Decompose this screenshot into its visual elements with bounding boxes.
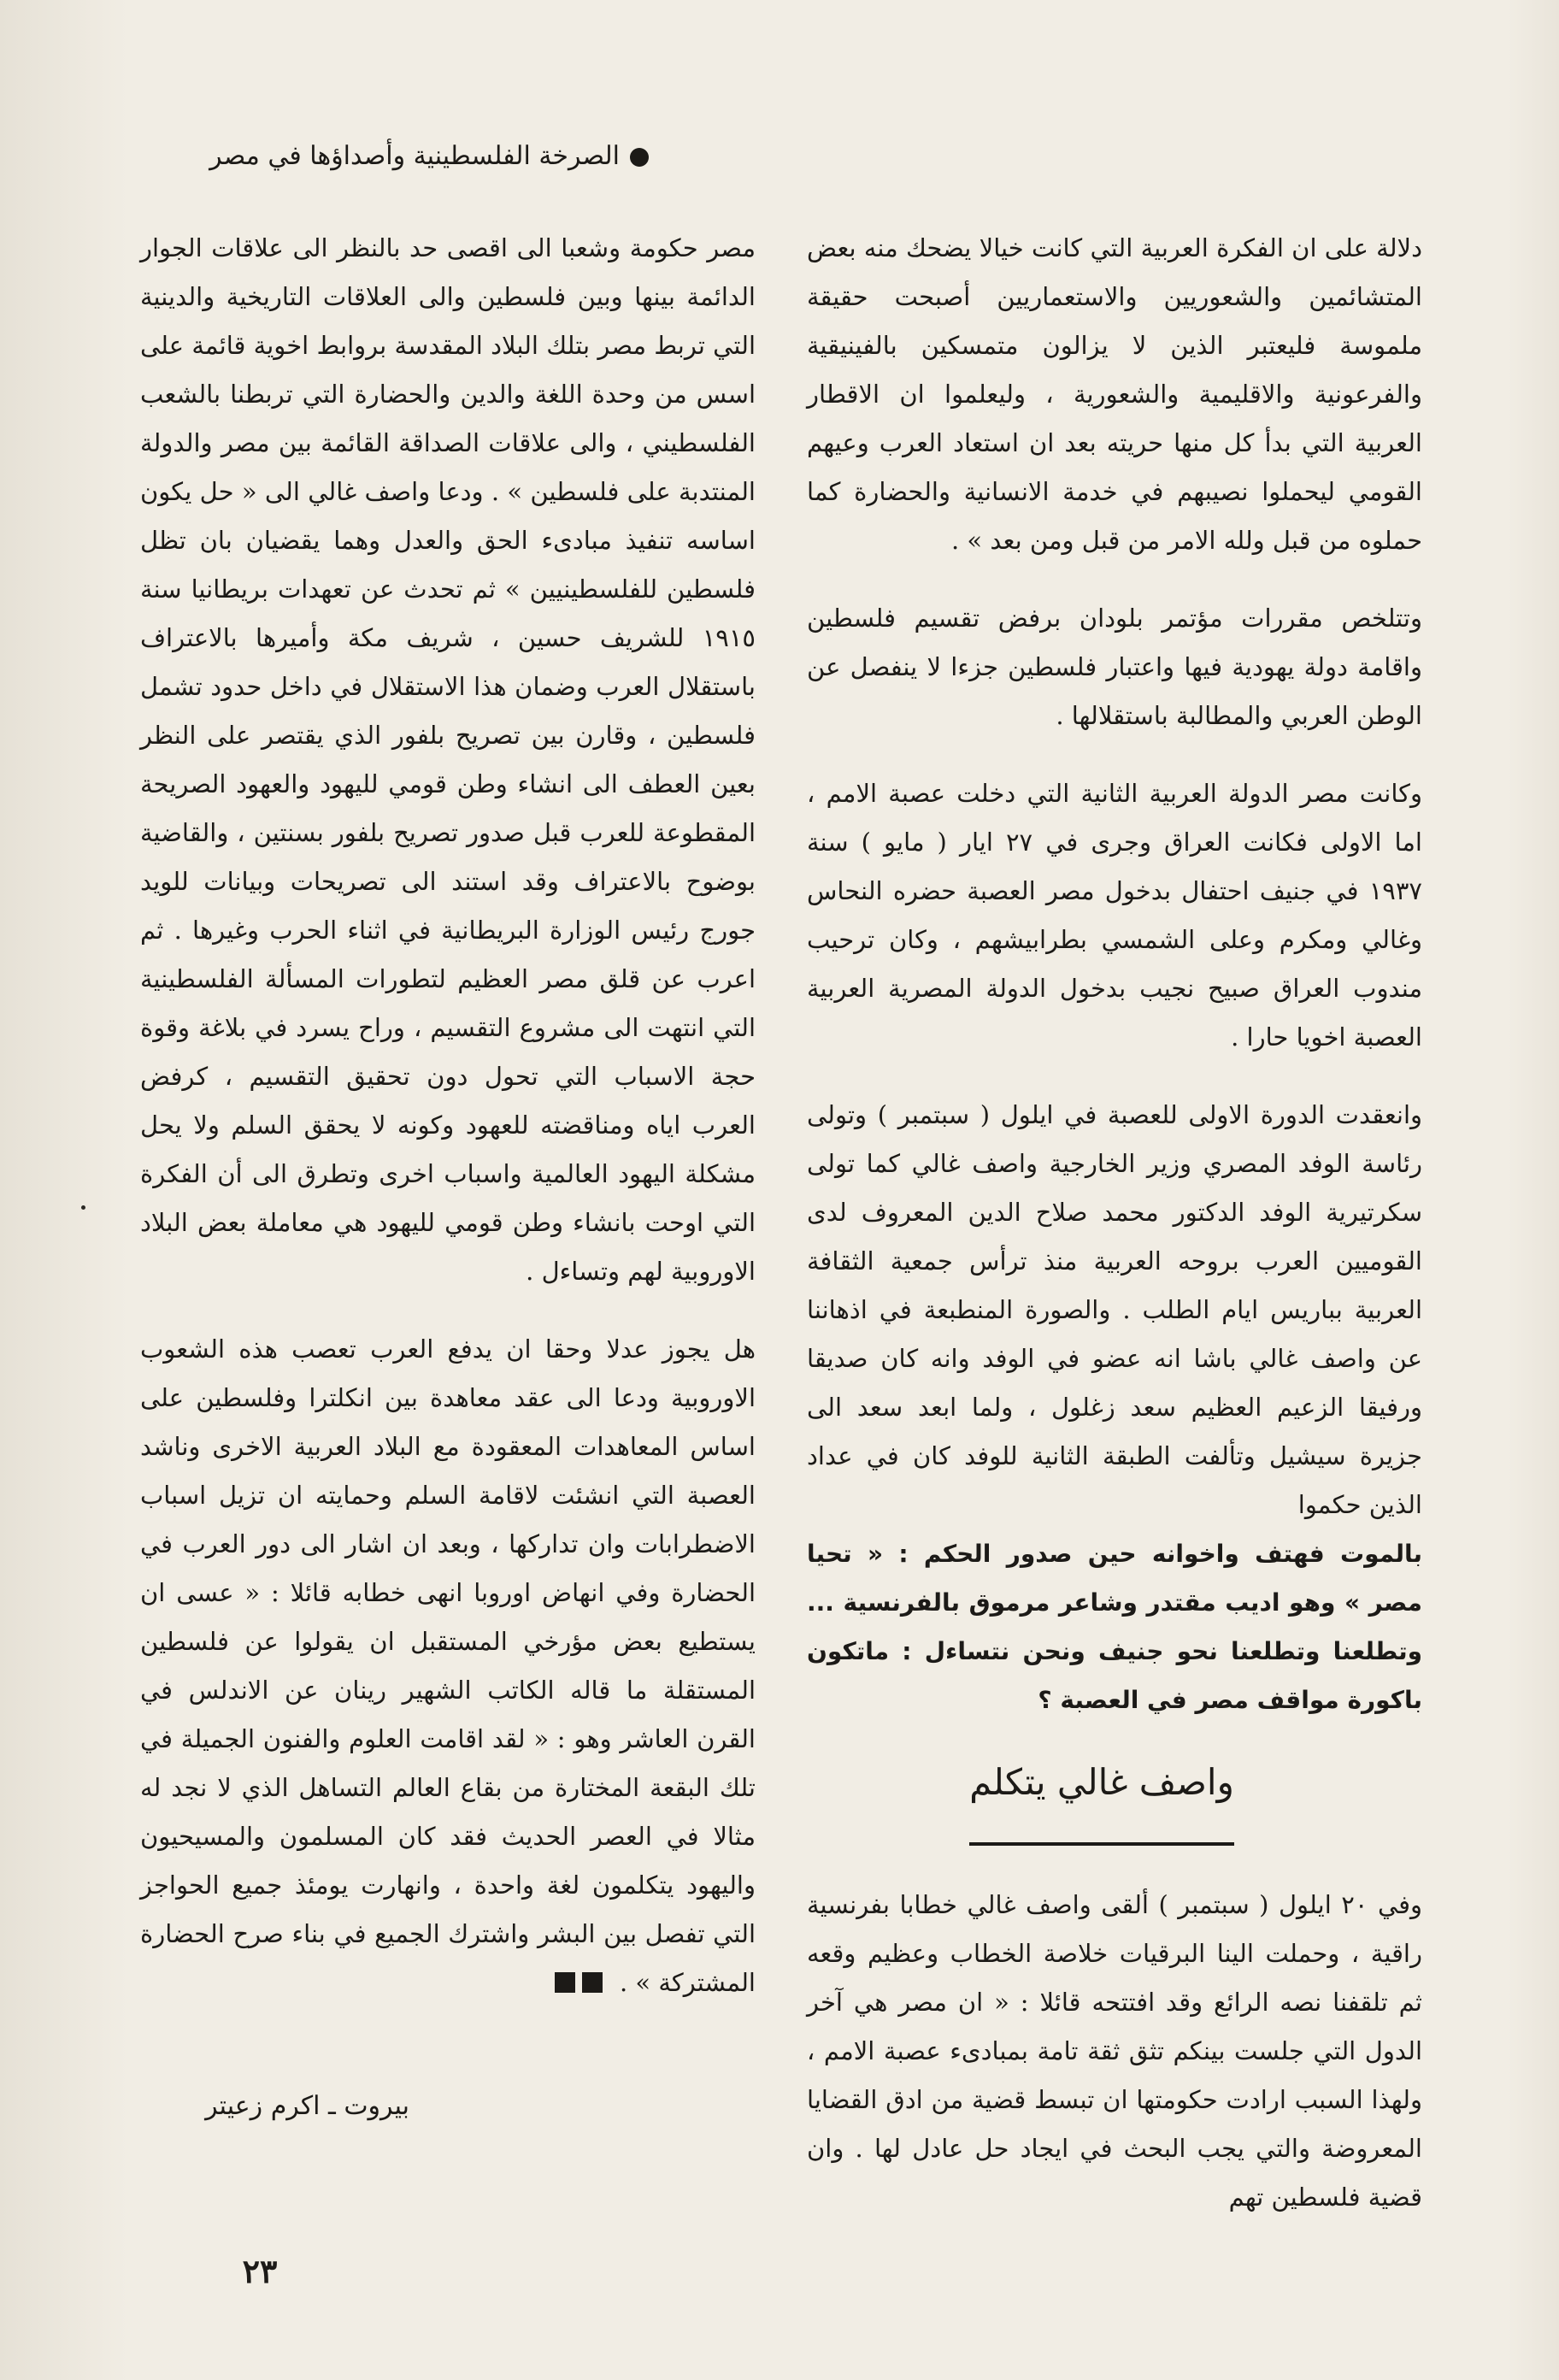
paragraph: وفي ٢٠ ايلول ( سبتمبر ) ألقى واصف غالي خطابا بفرنسية راقية ، وحملت الينا البرقيات خلاصة الخطاب وعظيم وقعه ثم تلقفنا نصه الرائع وقد افتتحه قائلا : « ان مصر هي آخر الدول التي جلست بينكم تثق ثقة تامة بمبادىء عصبة الامم ، ولهذا السبب ارادت حكومتها ان تبسط قضية من ادق القضايا المعروضة والتي يجب البحث في ايجاد حل عادل لها . وان قضية فلسطين تهم [807, 1890, 1422, 2212]
page-fold-shadow [0, 0, 128, 2380]
bullet-icon [630, 148, 649, 167]
running-title: الصرخة الفلسطينية وأصداؤها في مصر [209, 141, 620, 171]
section-title: واصف غالي يتكلم [969, 1761, 1234, 1803]
paragraph-text: هل يجوز عدلا وحقا ان يدفع العرب تعصب هذه الشعوب الاوروبية ودعا الى عقد معاهدة بين انكلترا وفلسطين على اساس المعاهدات المعقودة مع البلاد العربية الاخرى وناشد العصبة التي انشئت لاقامة السلم وحمايته ان تزيل اسباب الاضطرابات وان تداركها ، وبعد ان اشار الى دور العرب في الحضارة وفي انهاض اوروبا انهى خطابه قائلا : « عسى ان يستطيع بعض مؤرخي المستقبل ان يقولوا عن فلسطين المستقلة ما قاله الكاتب الشهير رينان عن الاندلس في القرن العاشر وهو : « لقد اقامت العلوم والفنون الجميلة في تلك البقعة المختارة من بقاع العالم التساهل الذي لا نجد له مثالا في العصر الحديث فقد كان المسلمون والمسيحيون واليهود يتكلمون لغة واحدة ، وانهارت يومئذ جميع الحواجز التي تفصل بين البشر واشترك الجميع في بناء صرح الحضارة المشتركة » . [140, 1334, 756, 1997]
title-underline [969, 1842, 1234, 1846]
paragraph: وكانت مصر الدولة العربية الثانية التي دخلت عصبة الامم ، اما الاولى فكانت العراق وجرى في ٢٧ ايار ( مايو ) سنة ١٩٣٧ في جنيف احتفال بدخول مصر العصبة حضره النحاس وغالي ومكرم وعلى الشمسي بطرابيشهم ، وكان ترحيب مندوب العراق صبيح نجيب بدخول الدولة المصرية العربية العصبة اخويا حارا . [807, 779, 1422, 1052]
paragraph: مصر حكومة وشعبا الى اقصى حد بالنظر الى علاقات الجوار الدائمة بينها وبين فلسطين والى العلاقات التاريخية والدينية التي تربط مصر بتلك البلاد المقدسة بروابط اخوية قائمة على اسس من وحدة اللغة والدين والحضارة التي تربطنا بالشعب الفلسطيني ، والى علاقات الصداقة القائمة بين مصر والدولة المنتدبة على فلسطين » . ودعا واصف غالي الى « حل يكون اساسه تنفيذ مبادىء الحق والعدل وهما يقضيان بان تظل فلسطين للفلسطينيين » ثم تحدث عن تعهدات بريطانيا سنة ١٩١٥ للشريف حسين ، شريف مكة وأميرها بالاعتراف باستقلال العرب وضمان هذا الاستقلال في داخل حدود تشمل فلسطين ، وقارن بين تصريح بلفور الذي يقتصر على النظر بعين العطف الى انشاء وطن قومي لليهود والعهود الصريحة المقطوعة للعرب قبل صدور تصريح بلفور بسنتين ، والقاضية بوضوح بالاعتراف وقد استند الى تصريحات وبيانات للويد جورج رئيس الوزارة البريطانية في اثناء الحرب وغيرها . ثم اعرب عن قلق مصر العظيم لتطورات المسألة الفلسطينية التي انتهت الى مشروع التقسيم ، وراح يسرد في بلاغة وقوة حجة الاسباب التي تحول دون تحقيق التقسيم ، كرفض العرب اياه ومناقضته للعهود وكونه لا يحقق السلم ولا يحل مشكلة اليهود العالمية واسباب اخرى وتطرق الى أن الفكرة التي اوحت بانشاء وطن قومي لليهود هي معاملة بعض البلاد الاوروبية لهم وتساءل . [140, 233, 756, 1286]
page-number: ٢٣ [242, 2252, 278, 2290]
running-header [170, 141, 649, 171]
byline: بيروت ـ اكرم زعيتر [205, 2091, 409, 2121]
left-column [140, 224, 756, 2009]
end-of-article-icon [548, 1960, 603, 2009]
right-column-top [807, 224, 1422, 1724]
paragraph: وانعقدت الدورة الاولى للعصبة في ايلول ( سبتمبر ) وتولى رئاسة الوفد المصري وزير الخارجية واصف غالي كما تولى سكرتيرية الوفد الدكتور محمد صلاح الدين المعروف لدى القوميين العرب بروحه العربية منذ ترأس جمعية الثقافة العربية بباريس ايام الطلب . والصورة المنطبعة في اذهاننا عن واصف غالي باشا انه عضو في الوفد وانه كان صديقا ورفيقا الزعيم العظيم سعد زغلول ، ولما ابعد سعد الى جزيرة سيشيل وتألفت الطبقة الثانية للوفد كان في عداد الذين حكموا [807, 1100, 1422, 1519]
paragraph: دلالة على ان الفكرة العربية التي كانت خيالا يضحك منه بعض المتشائمين والشعوريين والاستعماريين أصبحت حقيقة ملموسة فليعتبر الذين لا يزالون متمسكين بالفينيقية والفرعونية والاقليمية والشعورية ، وليعلموا ان الاقطار العربية التي بدأ كل منها حريته بعد ان استعاد العرب وعيهم القومي ليحملوا نصيبهم في خدمة الانسانية والحضارة كما حملوه من قبل ولله الامر من قبل ومن بعد » . [807, 233, 1422, 555]
right-column-bottom [807, 1881, 1422, 2222]
emphasized-paragraph: بالموت فهتف واخوانه حين صدور الحكم : « تحيا مصر » وهو اديب مقتدر وشاعر مرموق بالفرنسية ... وتطلعنا وتطلعنا نحو جنيف ونحن نتساءل : ماتكون باكورة مواقف مصر في العصبة ؟ [807, 1540, 1422, 1714]
paragraph [140, 1325, 756, 2009]
paragraph: وتتلخص مقررات مؤتمر بلودان برفض تقسيم فلسطين واقامة دولة يهودية فيها واعتبار فلسطين جزءا لا ينفصل عن الوطن العربي والمطالبة باستقلالها . [807, 604, 1422, 730]
page-edge-shadow [1508, 0, 1559, 2380]
ink-speck [81, 1205, 85, 1210]
